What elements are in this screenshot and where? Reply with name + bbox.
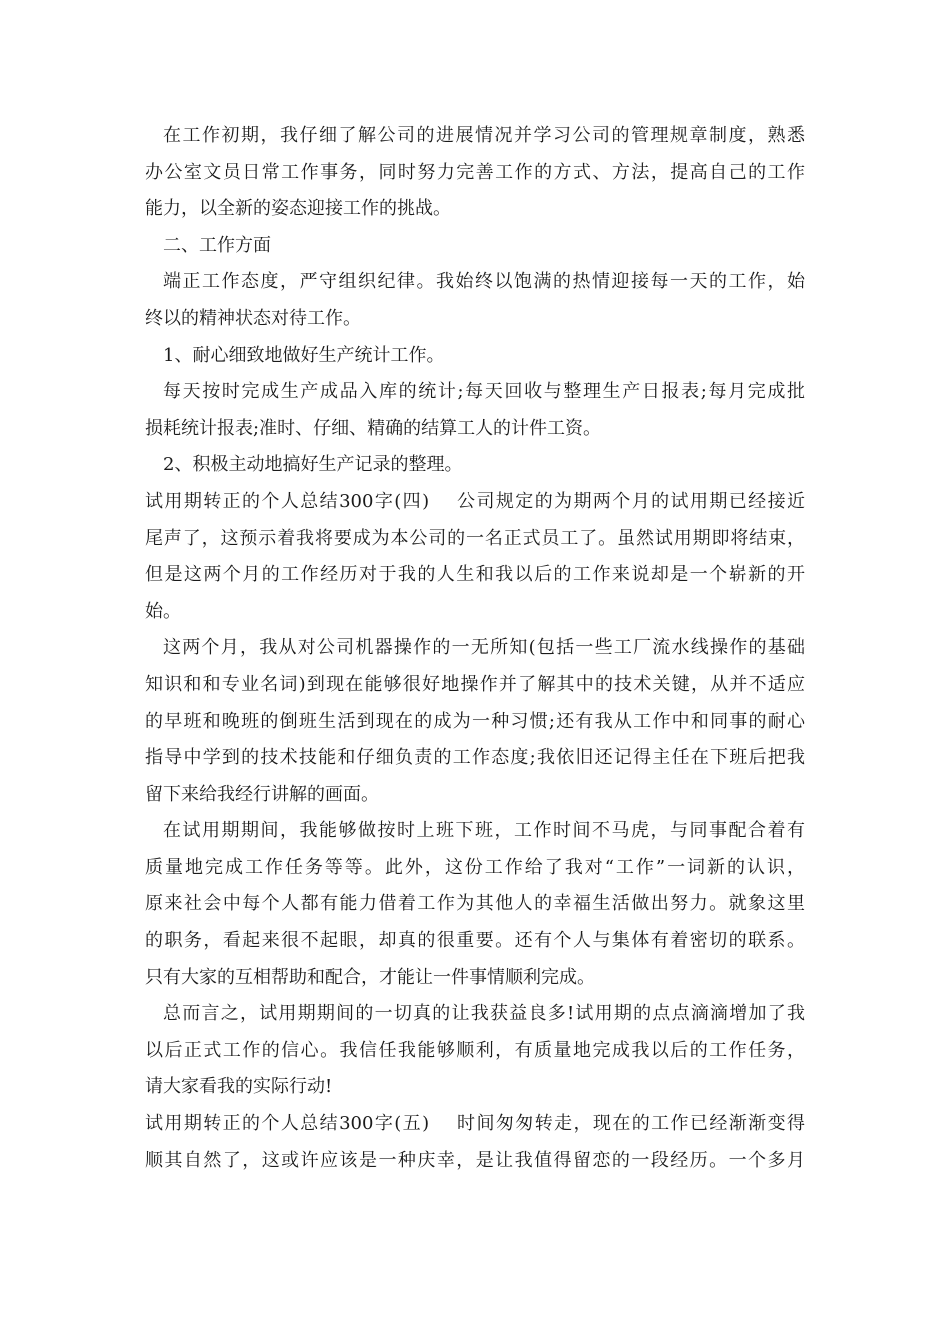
text-line: 终以的精神状态对待工作。: [145, 307, 361, 329]
text-line: 质量地完成工作任务等等。此外，这份工作给了我对“工作”一词新的认识，: [145, 856, 805, 878]
text-line: 能力，以全新的姿态迎接工作的挑战。: [145, 198, 451, 220]
text-line: 尾声了，这预示着我将要成为本公司的一名正式员工了。虽然试用期即将结束，: [145, 527, 805, 549]
text-line: 1、耐心细致地做好生产统计工作。: [163, 344, 445, 366]
document-page: [145, 118, 805, 1179]
text-line: 留下来给我经行讲解的画面。: [145, 783, 379, 805]
text-line: 试用期转正的个人总结300字(五) 时间匆匆转走，现在的工作已经渐渐变得: [145, 1113, 805, 1135]
paragraph: [145, 374, 805, 447]
text-line: 原来社会中每个人都有能力借着工作为其他人的幸福生活做出努力。就象这里: [145, 893, 805, 915]
text-line: 知识和和专业名词)到现在能够很好地操作并了解其中的技术关键，从并不适应: [145, 673, 805, 695]
text-line: 试用期转正的个人总结300字(四) 公司规定的为期两个月的试用期已经接近: [145, 490, 805, 512]
text-line: 端正工作态度，严守组织纪律。我始终以饱满的热情迎接每一天的工作，始: [163, 271, 805, 293]
text-line: 在试用期期间，我能够做按时上班下班，工作时间不马虎，与同事配合着有: [163, 820, 805, 842]
text-line: 的早班和晚班的倒班生活到现在的成为一种习惯;还有我从工作中和同事的耐心: [145, 710, 805, 732]
text-line: 损耗统计报表;准时、仔细、精确的结算工人的计件工资。: [145, 417, 602, 439]
paragraph: [145, 484, 805, 630]
text-line: 2、积极主动地搞好生产记录的整理。: [163, 454, 463, 476]
text-line: 每天按时完成生产成品入库的统计;每天回收与整理生产日报表;每月完成批: [163, 381, 805, 403]
text-line: 二、工作方面: [163, 234, 271, 256]
paragraph: [145, 118, 805, 228]
paragraph: [145, 1106, 805, 1179]
paragraph: [145, 813, 805, 996]
text-line: 顺其自然了，这或许应该是一种庆幸，是让我值得留恋的一段经历。一个多月: [145, 1149, 805, 1171]
text-line: 总而言之，试用期期间的一切真的让我获益良多!试用期的点点滴滴增加了我: [163, 1003, 805, 1025]
text-line: 请大家看我的实际行动!: [145, 1076, 333, 1098]
text-line: 在工作初期，我仔细了解公司的进展情况并学习公司的管理规章制度，熟悉: [163, 125, 805, 146]
text-line: 以后正式工作的信心。我信任我能够顺利，有质量地完成我以后的工作任务，: [145, 1039, 805, 1061]
text-line: 但是这两个月的工作经历对于我的人生和我以后的工作来说却是一个崭新的开: [145, 564, 805, 586]
text-line: 指导中学到的技术技能和仔细负责的工作态度;我依旧还记得主任在下班后把我: [145, 747, 805, 769]
text-line: 始。: [145, 600, 181, 622]
text-line: 这两个月，我从对公司机器操作的一无所知(包括一些工厂流水线操作的基础: [163, 637, 805, 659]
text-line: 的职务，看起来很不起眼，却真的很重要。还有个人与集体有着密切的联系。: [145, 930, 805, 952]
list-heading: [145, 338, 805, 375]
paragraph: [145, 264, 805, 337]
text-line: 只有大家的互相帮助和配合，才能让一件事情顺利完成。: [145, 966, 595, 988]
paragraph: [145, 996, 805, 1106]
paragraph: [145, 630, 805, 813]
section-heading: [145, 228, 805, 265]
text-line: 办公室文员日常工作事务，同时努力完善工作的方式、方法，提高自己的工作: [145, 161, 805, 183]
list-heading: [145, 447, 805, 484]
